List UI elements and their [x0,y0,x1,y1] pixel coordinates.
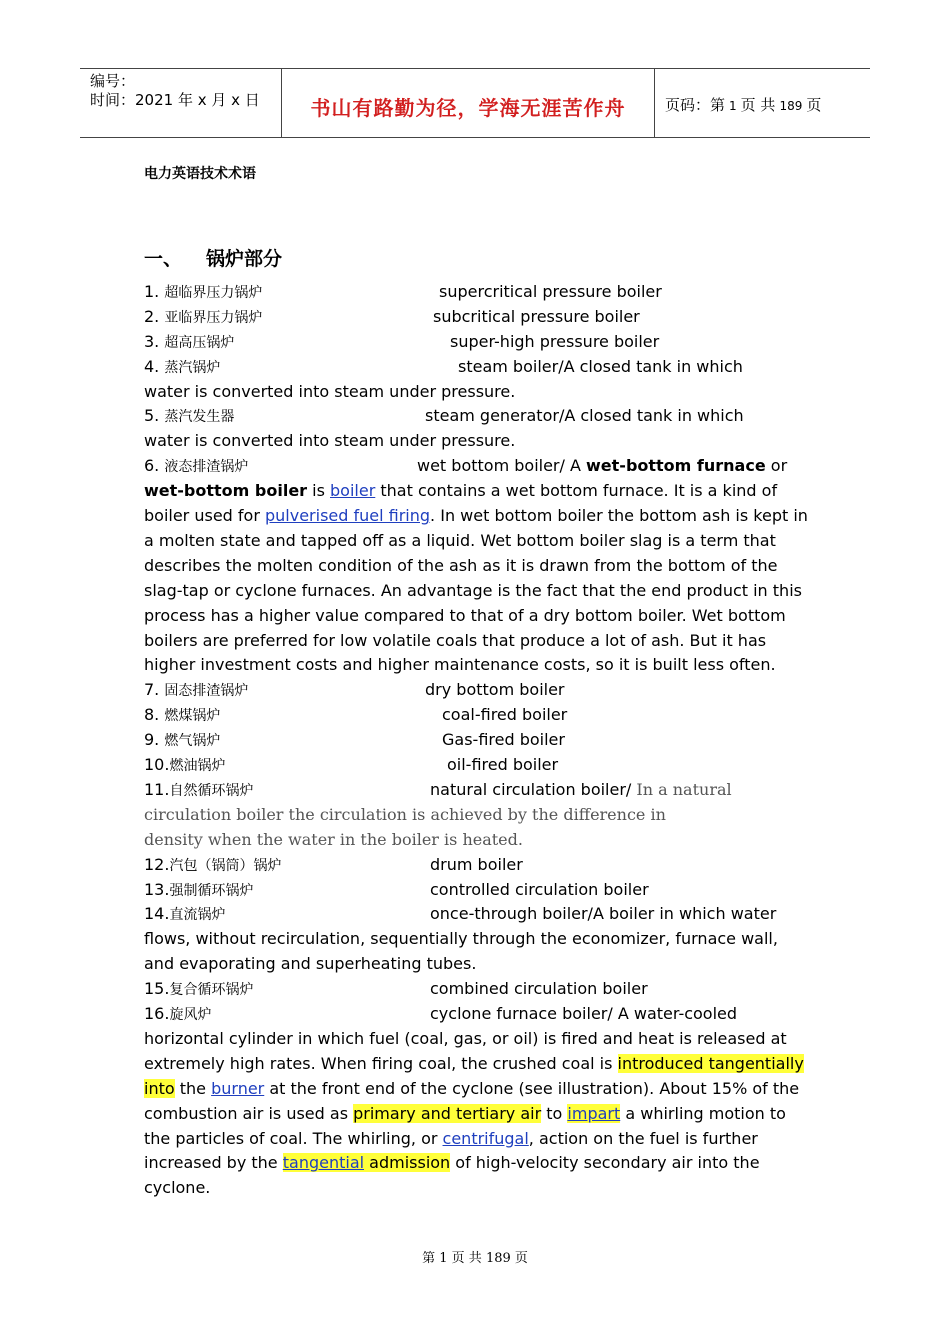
term-number: 4. [144,356,160,376]
term-english-text: wet bottom boiler/ A [417,456,587,476]
term-chinese: 液态排渣锅炉 [164,459,249,476]
text-run: , action on the fuel is further increased by the [144,1128,758,1173]
term-chinese: 复合循环锅炉 [169,982,254,999]
term-english: steam boiler/A closed tank in which [458,356,743,376]
term-number: 3. [144,331,160,351]
impart-link[interactable]: impart [567,1103,621,1123]
term-number: 16. [144,1003,170,1023]
term-row [144,853,809,878]
term-row [144,977,809,1002]
section-heading [144,244,282,271]
term-english: oil-fired boiler [447,755,559,775]
term-number: 13. [144,879,170,899]
text-run: that contains a wet bottom furnace. It is a kind of boiler used for [144,481,778,526]
page-footer [0,1247,950,1266]
term-number: 6. [144,456,160,476]
footer-mid: 页 共 [451,1251,482,1266]
term-english: once-through boiler/A boiler in which water [430,904,777,924]
time-label: 时间：2021 年 x 月 x 日 [90,91,260,109]
definition-line: density when the water in the boiler is heated. [144,829,523,849]
term-chinese: 亚临界压力锅炉 [164,309,263,326]
text-run: of high-velocity secondary air into the cyclone. [144,1153,760,1198]
header-page-cell [655,69,870,137]
motto: 书山有路勤为径，学海无涯苦作舟 [310,96,626,120]
term-chinese: 燃气锅炉 [164,733,221,750]
term-row [144,778,809,803]
term-row [144,454,809,479]
term-number: 2. [144,306,160,326]
term-chinese: 超临界压力锅炉 [164,285,263,301]
burner-link[interactable]: burner [211,1078,265,1098]
text-run: is [307,481,331,501]
term-number: 15. [144,979,170,999]
term-row [144,703,809,728]
term-english: drum boiler [430,854,523,874]
term-chinese: 蒸汽发生器 [164,409,235,426]
text-run: a whirling motion to the particles of coal. The whirling, or [144,1103,786,1148]
text-run: or [765,456,788,476]
term-number: 5. [144,406,160,426]
term-continuation: water is converted into steam under pressure. [144,431,516,451]
term-row [144,678,809,703]
term-number: 9. [144,730,160,750]
term-row [144,902,809,927]
term-chinese: 强制循环锅炉 [169,882,254,899]
term-english: controlled circulation boiler [430,879,649,899]
term-english [417,454,787,479]
term-number: 8. [144,705,160,725]
boiler-link[interactable]: boiler [330,481,376,501]
term-english-text: natural circulation boiler/ [430,779,632,799]
text-run: to [541,1103,568,1123]
term-row [144,728,809,753]
highlighted-text: admission [364,1153,451,1173]
pulverised-fuel-firing-link[interactable]: pulverised fuel firing [265,506,431,526]
number-label: 编号： [90,72,136,90]
header-meta-cell [80,69,280,137]
term-chinese: 超高压锅炉 [164,334,235,351]
page-suffix: 页 [806,96,822,114]
page-prefix: 页码：第 [665,96,726,114]
term-english: cyclone furnace boiler/ A water-cooled [430,1003,738,1023]
tangential-link[interactable]: tangential [282,1153,365,1173]
centrifugal-link[interactable]: centrifugal [442,1128,529,1148]
page-total: 189 [779,99,803,113]
term-row [144,878,809,903]
definition-line: circulation boiler the circulation is achieved by the difference in [144,804,666,824]
term-chinese: 固态排渣锅炉 [164,683,249,700]
section-title: 锅炉部分 [206,248,283,270]
footer-total-pages: 189 [485,1251,511,1266]
term-paragraph [144,454,809,678]
bold-term: wet-bottom furnace [586,456,766,476]
section-number: 一、 [144,248,183,270]
highlighted-text: introduced tangentially into [144,1053,804,1098]
term-row [144,355,809,380]
footer-current-page: 1 [439,1251,448,1266]
term-continuation: water is converted into steam under pressure. [144,381,516,401]
term-chinese: 燃油锅炉 [169,758,226,775]
highlighted-text: primary and tertiary air [353,1103,542,1123]
page-mid: 页 共 [740,96,776,114]
page-current: 1 [729,99,737,113]
footer-prefix: 第 [422,1251,436,1266]
term-continuation: flows, without recirculation, sequentially through the economizer, furnace wall, and evaporating and superheating tubes. [144,929,778,974]
term-row [144,404,809,429]
bold-term: wet-bottom boiler [144,481,308,501]
term-chinese: 汽包（锅筒）锅炉 [169,857,282,874]
term-chinese: 燃煤锅炉 [164,708,221,725]
term-description [144,479,809,678]
term-description [144,1027,809,1201]
term-english: dry bottom boiler [425,680,565,700]
term-number: 11. [144,779,170,799]
term-row [144,1002,809,1027]
term-english: super-high pressure boiler [450,331,660,351]
page-header-table [80,68,870,138]
text-run: . In wet bottom boiler the bottom ash is kept in a molten state and tapped off as a liquid. Wet bottom boiler slag is a term that describes the molten condition of the ash as it is drawn from the bottom of the slag-tap or cyclone furnaces. An advantage is the fact that the end product in this process has a higher value compared to that of a dry bottom boiler. Wet bottom boilers are preferred for low volatile coals that produce a lot of ash. But it has higher investment costs and higher maintenance costs, so it is built less often. [144,506,808,675]
term-chinese: 直流锅炉 [169,907,226,924]
term-row [144,305,809,330]
term-number: 10. [144,755,170,775]
term-chinese: 旋风炉 [169,1006,212,1023]
term-english: coal-fired boiler [442,705,568,725]
term-english [430,778,732,803]
term-chinese: 自然循环锅炉 [169,782,254,799]
term-row [144,330,809,355]
text-run: at the front end of the cyclone (see illustration). About 15% of the combustion air is used as [144,1078,800,1123]
term-number: 14. [144,904,170,924]
term-number: 12. [144,854,170,874]
text-run: the [174,1078,212,1098]
term-number: 1. [144,282,160,301]
header-motto-cell [281,69,655,137]
term-row [144,753,809,778]
page-indicator [665,94,821,115]
term-english: combined circulation boiler [430,979,648,999]
term-english: subcritical pressure boiler [433,306,640,326]
terms-list [144,280,809,1201]
footer-suffix: 页 [514,1251,528,1266]
term-english: steam generator/A closed tank in which [425,406,744,426]
term-english: supercritical pressure boiler [439,282,662,301]
definition-run: In a natural [631,779,732,799]
document-title: 电力英语技术术语 [144,166,256,182]
term-number: 7. [144,680,160,700]
text-run: horizontal cylinder in which fuel (coal, gas, or oil) is fired and heat is released at extremely high rates. When firing coal, the crushed coal is [144,1028,787,1073]
term-row [144,280,809,305]
term-english: Gas-fired boiler [442,730,565,750]
term-chinese: 蒸汽锅炉 [164,359,221,376]
